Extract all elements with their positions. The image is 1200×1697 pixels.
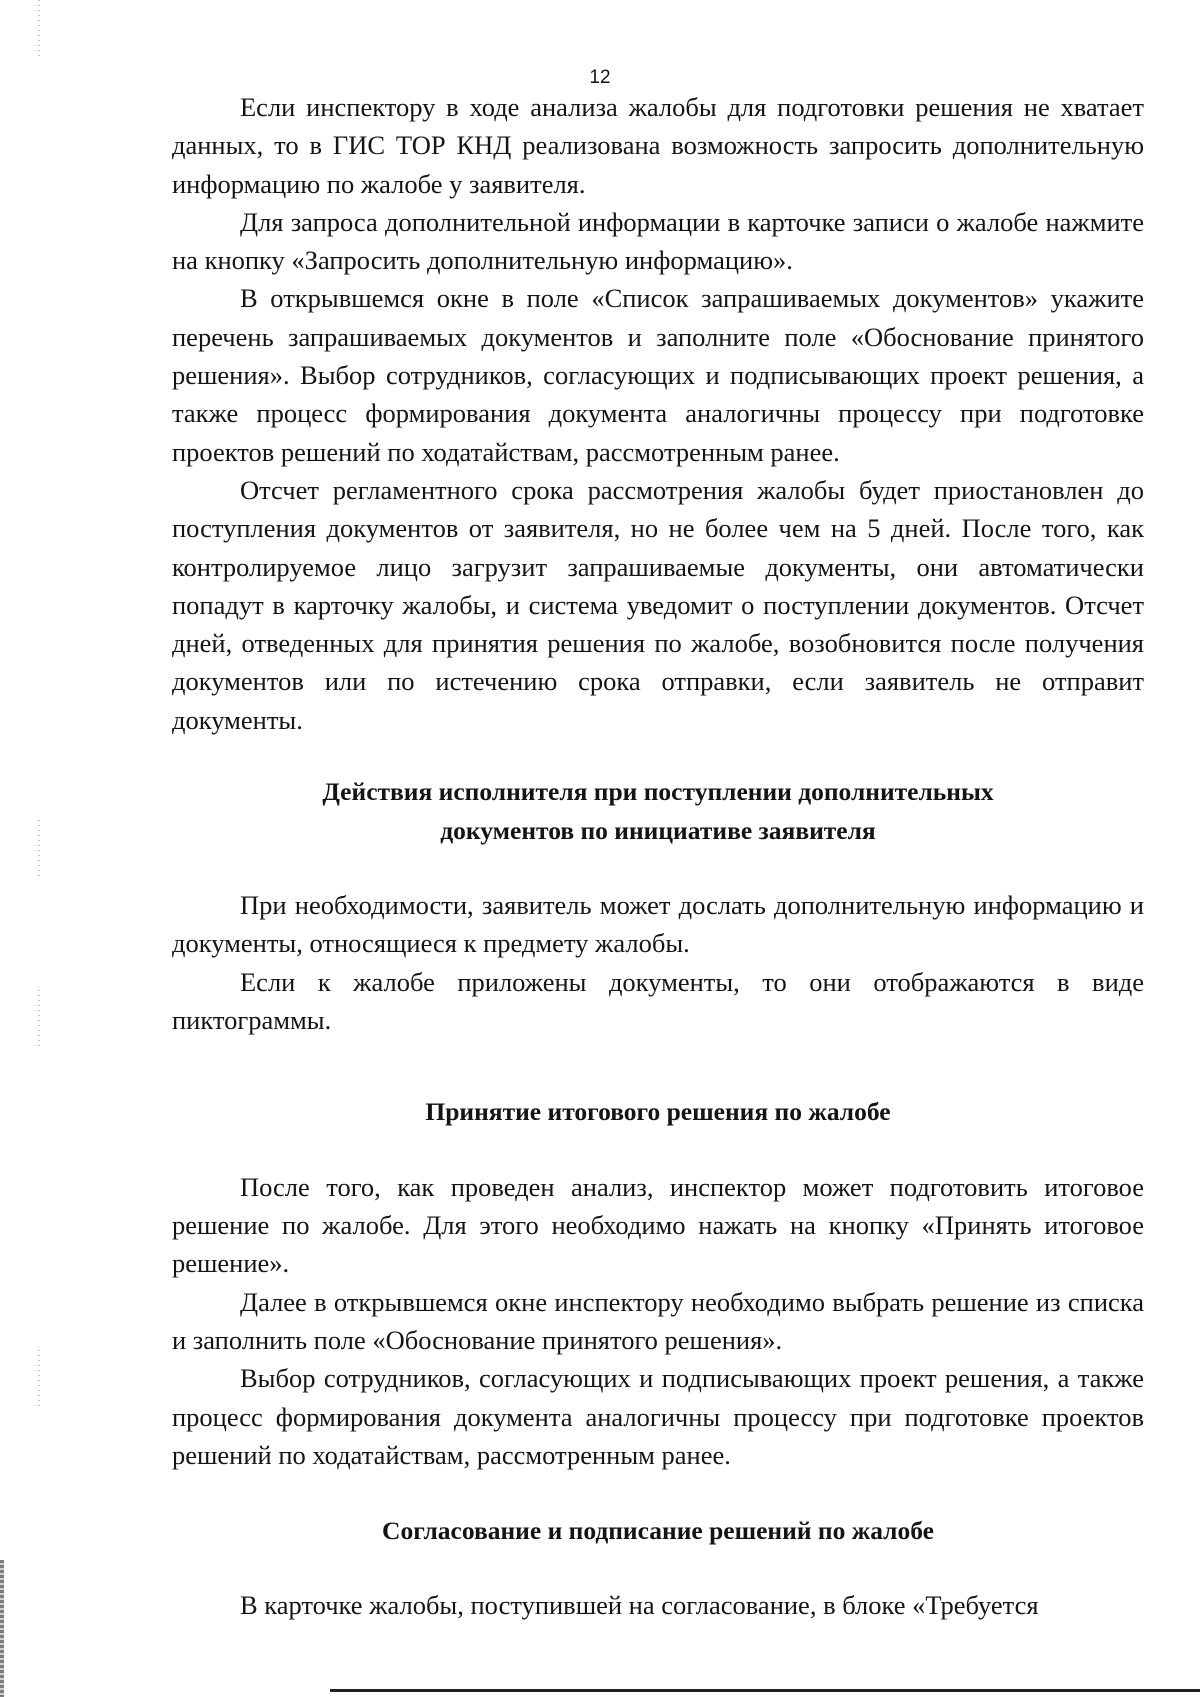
scan-artifact-dots	[38, 0, 40, 60]
heading-additional-documents-line2: документов по инициативе заявителя	[440, 815, 876, 845]
paragraph-applicant-may-send: При необходимости, заявитель может дослать дополнительную информацию и документы, относящиеся к предмету жалобы.	[172, 890, 1144, 959]
paragraph-attachments-icon: Если к жалобе приложены документы, то они отображаются в виде пиктограммы.	[172, 966, 1144, 1035]
paragraph-approval-card: В карточке жалобы, поступившей на согласование, в блоке «Требуется	[240, 1589, 1039, 1620]
scan-artifact-dots	[38, 820, 40, 880]
paragraph-request-window: В открывшемся окне в поле «Список запрашиваемых документов» укажите перечень запрашиваемых документов и заполните поле «Обоснование принятого решения». Выбор сотрудников, согласующих и подписывающих проект решения, а также процесс формирования документа аналогичны процессу при подготовке проектов решений по ходатайствам, рассмотренным ранее.	[172, 283, 1144, 467]
heading-additional-documents	[172, 773, 1144, 850]
paragraph-choose-decision: Далее в открывшемся окне инспектору необходимо выбрать решение из списка и заполнить поле «Обоснование принятого решения».	[172, 1286, 1144, 1355]
scan-artifact-dots	[38, 990, 40, 1050]
paragraph-prepare-final-decision: После того, как проведен анализ, инспектор может подготовить итоговое решение по жалобе. Для этого необходимо нажать на кнопку «Принять итоговое решение».	[172, 1171, 1144, 1279]
scan-artifact-dots	[38, 1350, 40, 1410]
heading-final-decision: Принятие итогового решения по жалобе	[425, 1097, 891, 1127]
paragraph-employee-selection: Выбор сотрудников, согласующих и подписывающих проект решения, а также процесс формирования документа аналогичны процессу при подготовке проектов решений по ходатайствам, рассмотренным ранее.	[172, 1363, 1144, 1470]
paragraph-insufficient-data: Если инспектору в ходе анализа жалобы для подготовки решения не хватает данных, то в ГИС ТОР КНД реализована возможность запросить дополнительную информацию по жалобе у заявителя.	[172, 92, 1144, 199]
page-content	[172, 88, 1144, 1624]
heading-approval-signing: Согласование и подписание решений по жалобе	[382, 1516, 934, 1546]
page-number: 12	[589, 67, 611, 88]
paragraph-deadline-suspension: Отсчет регламентного срока рассмотрения жалобы будет приостановлен до поступления документов от заявителя, но не более чем на 5 дней. После того, как контролируемое лицо загрузит запрашиваемые документы, они автоматически попадут в карточку жалобы, и система уведомит о поступлении документов. Отсчет дней, отведенных для принятия решения по жалобе, возобновится после получения документов или по истечению срока отправки, если заявитель не отправит документы.	[172, 474, 1144, 735]
scan-artifact-edge	[0, 1560, 4, 1697]
paragraph-request-button: Для запроса дополнительной информации в карточке записи о жалобе нажмите на кнопку «Запросить дополнительную информацию».	[172, 206, 1144, 276]
heading-additional-documents-line1: Действия исполнителя при поступлении дополнительных	[322, 777, 994, 807]
scan-artifact-bottom-line	[330, 1689, 1200, 1692]
